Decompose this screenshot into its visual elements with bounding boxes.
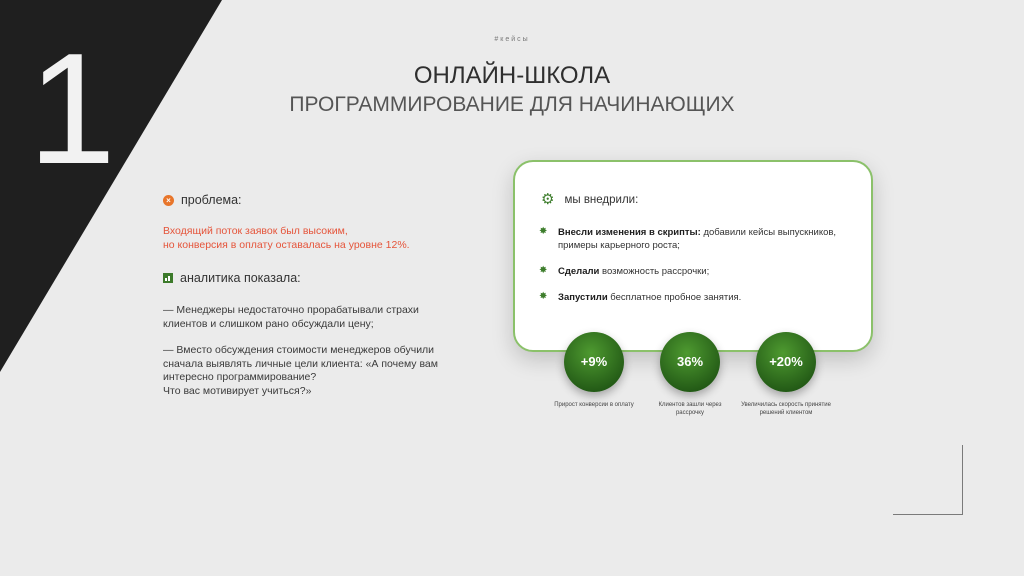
- stat-circle: +9%: [564, 332, 624, 392]
- item-text: бесплатное пробное занятия.: [607, 292, 742, 303]
- item-bold: Запустили: [558, 292, 608, 303]
- problem-heading: [163, 193, 242, 207]
- list-item: [539, 226, 859, 252]
- item-bold: Внесли изменения в скрипты:: [558, 227, 701, 238]
- item-text: возможность рассрочки;: [599, 266, 710, 277]
- stat-label: Прирост конверсии в оплату: [554, 402, 634, 408]
- corner-frame-line: [893, 514, 963, 515]
- x-circle-icon: ×: [163, 195, 174, 206]
- problem-line: Входящий поток заявок был высоким,: [163, 225, 348, 237]
- star-bullet-icon: ✸: [539, 226, 548, 237]
- implemented-heading: [541, 192, 638, 207]
- bar-chart-icon: [163, 273, 173, 283]
- analysis-line: — Менеджеры недостаточно прорабатывали страхи: [163, 304, 419, 316]
- analysis-line: интересно программирование?: [163, 371, 317, 383]
- implemented-list: [539, 226, 859, 317]
- star-bullet-icon: ✸: [539, 291, 548, 302]
- implemented-card: [513, 160, 873, 352]
- analysis-line: сначала выявлять личные цели клиента: «А почему вам: [163, 357, 438, 370]
- corner-frame-line: [962, 445, 963, 515]
- problem-text: [163, 225, 463, 252]
- stat-label: Увеличилась скорость принятие решений клиентом: [741, 402, 831, 416]
- stat-label: Клиентов зашли через рассрочку: [658, 402, 722, 416]
- analysis-paragraph: [163, 304, 463, 331]
- slide-tag: #кейсы: [494, 36, 530, 43]
- list-item: [539, 291, 859, 304]
- slide-number: 1: [28, 21, 116, 197]
- item-bold: Сделали: [558, 266, 600, 277]
- analysis-text: [163, 304, 463, 411]
- analysis-line: клиентов и слишком рано обсуждали цену;: [163, 317, 374, 330]
- problem-heading-label: проблема:: [181, 193, 242, 207]
- item-text: добавили кейсы выпускников, примеры карьерного роста;: [558, 227, 837, 251]
- stat-circle: 36%: [660, 332, 720, 392]
- analysis-heading: [163, 271, 301, 285]
- gear-icon: ⚙: [541, 191, 555, 208]
- analysis-paragraph: [163, 344, 463, 398]
- star-bullet-icon: ✸: [539, 265, 548, 276]
- analysis-line: Что вас мотивирует учиться?»: [163, 384, 312, 397]
- stat-circle: +20%: [756, 332, 816, 392]
- analysis-heading-label: аналитика показала:: [180, 271, 301, 285]
- list-item: [539, 265, 859, 278]
- page-subtitle: ПРОГРАММИРОВАНИЕ ДЛЯ НАЧИНАЮЩИХ: [289, 93, 735, 116]
- page-title: ОНЛАЙН-ШКОЛА: [413, 62, 611, 89]
- analysis-line: — Вместо обсуждения стоимости менеджеров обучили: [163, 344, 435, 356]
- implemented-heading-label: мы внедрили:: [564, 193, 639, 206]
- problem-line: но конверсия в оплату оставалась на уровне 12%.: [163, 238, 410, 251]
